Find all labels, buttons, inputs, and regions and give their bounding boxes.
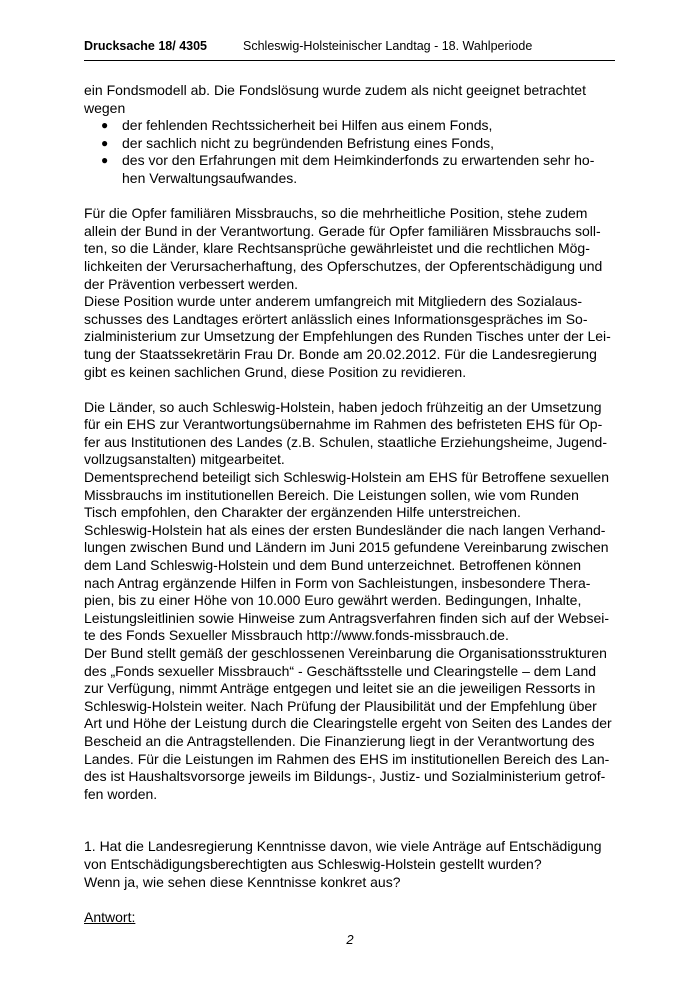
text-line: Wenn ja, wie sehen diese Kenntnisse konkret aus? [84, 873, 401, 890]
text-line: wegen [84, 99, 126, 116]
text-line: fer aus Institutionen des Landes (z.B. Schulen, staatliche Erziehungsheime, Jugend- [84, 433, 607, 450]
bullet-icon: ● [101, 135, 109, 150]
document-number: Drucksache 18/ 4305 [84, 39, 208, 53]
list-item [84, 152, 624, 187]
text-line: Dementsprechend beteiligt sich Schleswig-Holstein am EHS für Betroffene sexuellen [84, 469, 610, 486]
document-body [84, 82, 624, 926]
bullet-icon: ● [101, 118, 109, 133]
list-item-text: des vor den Erfahrungen mit dem Heimkinderfonds zu erwartenden sehr ho- [122, 152, 595, 169]
text-line: Leistungsleitlinien sowie Hinweise zum Antragsverfahren finden sich auf der Websei- [84, 609, 610, 626]
list-item [84, 117, 624, 135]
text-line: pien, bis zu einer Höhe von 10.000 Euro gewährt werden. Bedingungen, Inhalte, [84, 592, 582, 609]
list-item-text: der fehlenden Rechtssicherheit bei Hilfen aus einem Fonds, [122, 117, 493, 134]
text-line: ein Fondsmodell ab. Die Fondslösung wurde zudem als nicht geeignet betrachtet [84, 82, 586, 98]
question-paragraph [84, 838, 624, 891]
text-line: fen worden. [84, 785, 158, 802]
text-line: der Prävention verbessert werden. [84, 275, 298, 292]
text-line: 1. Hat die Landesregierung Kenntnisse davon, wie viele Anträge auf Entschädigung [84, 838, 602, 855]
text-line: des ist Haushaltsvorsorge jeweils im Bildungs-, Justiz- und Sozialministerium getrof- [84, 768, 606, 785]
laender-paragraph [84, 399, 624, 804]
text-line: von Entschädigungsberechtigten aus Schleswig-Holstein gestellt wurden? [84, 855, 542, 872]
text-line: gibt es keinen sachlichen Grund, diese Position zu revidieren. [84, 363, 467, 380]
text-line: schusses des Landtages erörtert anlässlich eines Informationsgespräches im So- [84, 310, 588, 327]
page-number: 2 [346, 932, 354, 947]
text-line: Bescheid an die Antragstellenden. Die Finanzierung liegt in der Verantwortung des [84, 732, 595, 749]
text-line: Diese Position wurde unter anderem umfangreich mit Mitgliedern des Sozialaus- [84, 293, 583, 310]
text-line: Schleswig-Holstein weiter. Nach Prüfung der Plausibilität und der Empfehlung über [84, 697, 597, 714]
text-line: lichkeiten der Verursacherhaftung, des Opferschutzes, der Opferentschädigung und [84, 257, 603, 274]
text-line: lungen zwischen Bund und Ländern im Juni 2015 gefundene Vereinbarung zwischen [84, 539, 609, 556]
text-line: te des Fonds Sexueller Missbrauch http://www.fonds-missbrauch.de. [84, 627, 509, 644]
familiar-abuse-paragraph [84, 205, 624, 381]
text-line: ten, so die Länder, klare Rechtsansprüche gewährleistet und die rechtlichen Mög- [84, 240, 590, 257]
text-line: für ein EHS zur Verantwortungsübernahme im Rahmen des befristeten EHS für Op- [84, 416, 603, 433]
text-line: Tisch empfohlen, den Charakter der ergänzenden Hilfe unterstreichen. [84, 504, 521, 521]
parliament-title: Schleswig-Holsteinischer Landtag - 18. Wahlperiode [243, 39, 533, 53]
text-line: zur Verfügung, nimmt Anträge entgegen und leitet sie an die jeweiligen Ressorts in [84, 680, 596, 697]
list-item-text: hen Verwaltungsaufwandes. [122, 169, 298, 186]
header-divider [84, 60, 615, 61]
text-line: Für die Opfer familiären Missbrauchs, so die mehrheitliche Position, stehe zudem [84, 205, 588, 222]
text-line: zialministerium zur Umsetzung der Empfehlungen des Runden Tisches unter der Lei- [84, 328, 611, 345]
text-line: Der Bund stellt gemäß der geschlossenen Vereinbarung die Organisationsstrukturen [84, 645, 607, 661]
text-line: tung der Staatssekretärin Frau Dr. Bonde am 20.02.2012. Für die Landesregierung [84, 345, 597, 362]
bullet-icon: ● [101, 153, 109, 168]
text-line: nach Antrag ergänzende Hilfen in Form von Sachleistungen, insbesondere Thera- [84, 574, 591, 591]
text-line: dem Land Schleswig-Holstein und dem Bund unterzeichnet. Betroffenen können [84, 557, 582, 574]
text-line: Die Länder, so auch Schleswig-Holstein, haben jedoch frühzeitig an der Umsetzung [84, 398, 602, 415]
text-line: Schleswig-Holstein hat als eines der ersten Bundesländer die nach langen Verhand- [84, 521, 606, 538]
intro-paragraph [84, 82, 624, 117]
text-line: allein der Bund in der Verantwortung. Gerade für Opfer familiären Missbrauchs soll- [84, 222, 601, 239]
text-line: vollzugsanstalten) mitgearbeitet. [84, 451, 285, 468]
list-item-text: der sachlich nicht zu begründenden Befristung eines Fonds, [122, 134, 495, 151]
reasons-list [84, 117, 624, 187]
text-line: Missbrauchs im institutionellen Bereich. Die Leistungen sollen, wie vom Runden [84, 486, 579, 503]
text-line: Art und Höhe der Leistung durch die Clearingstelle ergeht von Seiten des Landes der [84, 715, 612, 732]
list-item [84, 135, 624, 153]
answer-label: Antwort: [84, 908, 136, 925]
text-line: Landes. Für die Leistungen im Rahmen des EHS im institutionellen Bereich des Lan- [84, 750, 610, 767]
text-line: des „Fonds sexueller Missbrauch“ - Geschäftsstelle und Clearingstelle – dem Land [84, 662, 597, 679]
